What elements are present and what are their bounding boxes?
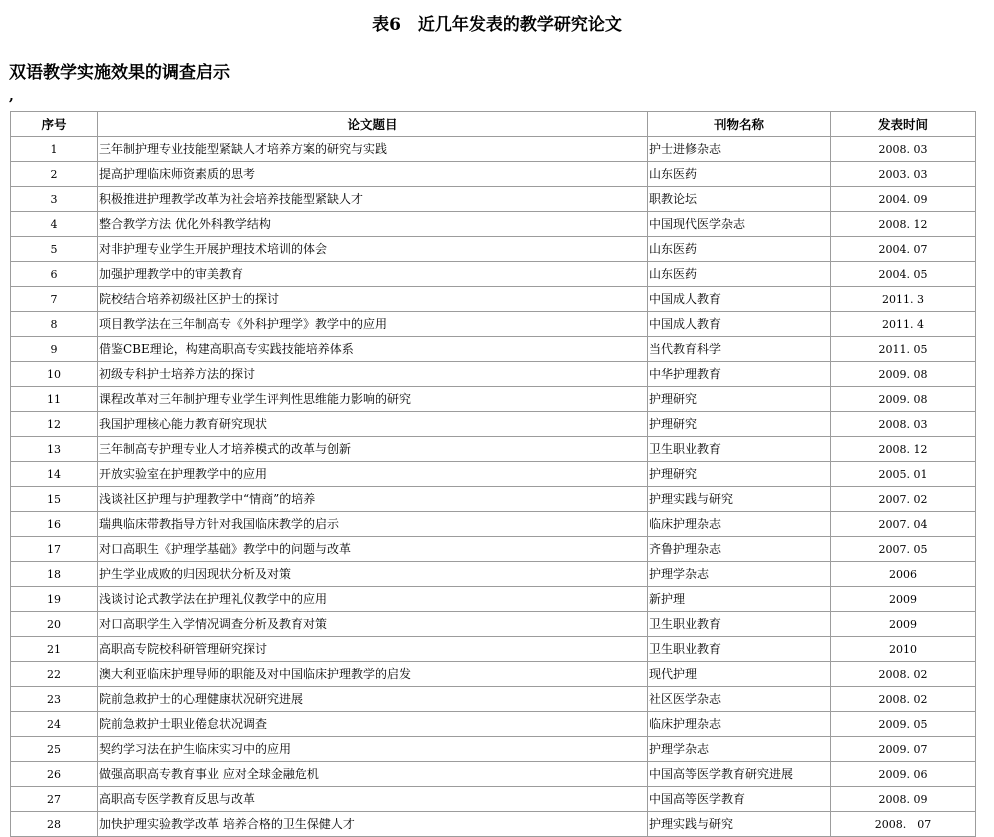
cell-journal: 新护理 <box>648 587 831 612</box>
cell-journal: 齐鲁护理杂志 <box>648 537 831 562</box>
cell-date: 2004. 09 <box>831 187 976 212</box>
cell-no: 24 <box>11 712 98 737</box>
cell-title: 做强高职高专教育事业 应对全球金融危机 <box>98 762 648 787</box>
cell-date: 2006 <box>831 562 976 587</box>
cell-title: 整合教学方法 优化外科教学结构 <box>98 212 648 237</box>
cell-no: 18 <box>11 562 98 587</box>
cell-date: 2009 <box>831 612 976 637</box>
cell-title: 院校结合培养初级社区护士的探讨 <box>98 287 648 312</box>
header-title: 论文题目 <box>98 112 648 137</box>
page-title: 表6 近几年发表的教学研究论文 <box>372 15 622 35</box>
cell-date: 2009. 05 <box>831 712 976 737</box>
cell-title: 积极推进护理教学改革为社会培养技能型紧缺人才 <box>98 187 648 212</box>
table-row <box>11 387 976 412</box>
table-row <box>11 737 976 762</box>
cell-journal: 山东医药 <box>648 162 831 187</box>
cell-no: 22 <box>11 662 98 687</box>
cell-date: 2008. 12 <box>831 212 976 237</box>
header-no: 序号 <box>11 112 98 137</box>
cell-title: 提高护理临床师资素质的思考 <box>98 162 648 187</box>
table-row <box>11 487 976 512</box>
table-row <box>11 787 976 812</box>
cell-no: 4 <box>11 212 98 237</box>
stray-mark: , <box>9 88 14 104</box>
table-row <box>11 587 976 612</box>
cell-journal: 临床护理杂志 <box>648 712 831 737</box>
cell-date: 2004. 07 <box>831 237 976 262</box>
table-row <box>11 262 976 287</box>
table-row <box>11 337 976 362</box>
table-row <box>11 612 976 637</box>
cell-no: 15 <box>11 487 98 512</box>
cell-no: 17 <box>11 537 98 562</box>
table-row <box>11 412 976 437</box>
table-row <box>11 212 976 237</box>
cell-journal: 现代护理 <box>648 662 831 687</box>
cell-no: 19 <box>11 587 98 612</box>
cell-journal: 山东医药 <box>648 262 831 287</box>
cell-date: 2009. 07 <box>831 737 976 762</box>
table-row <box>11 712 976 737</box>
cell-title: 院前急救护士职业倦怠状况调查 <box>98 712 648 737</box>
cell-no: 10 <box>11 362 98 387</box>
cell-title: 院前急救护士的心理健康状况研究进展 <box>98 687 648 712</box>
table-row <box>11 237 976 262</box>
cell-date: 2007. 05 <box>831 537 976 562</box>
cell-date: 2009. 08 <box>831 362 976 387</box>
cell-journal: 中国高等医学教育 <box>648 787 831 812</box>
cell-journal: 职教论坛 <box>648 187 831 212</box>
cell-no: 1 <box>11 137 98 162</box>
cell-journal: 护理研究 <box>648 412 831 437</box>
cell-date: 2011. 3 <box>831 287 976 312</box>
cell-no: 12 <box>11 412 98 437</box>
table-body <box>11 137 976 837</box>
table-row <box>11 812 976 837</box>
cell-date: 2008. 09 <box>831 787 976 812</box>
cell-date: 2003. 03 <box>831 162 976 187</box>
cell-journal: 卫生职业教育 <box>648 437 831 462</box>
cell-no: 23 <box>11 687 98 712</box>
table-row <box>11 462 976 487</box>
papers-table <box>10 111 976 837</box>
cell-journal: 中国成人教育 <box>648 312 831 337</box>
cell-title: 加快护理实验教学改革 培养合格的卫生保健人才 <box>98 812 648 837</box>
cell-title: 对非护理专业学生开展护理技术培训的体会 <box>98 237 648 262</box>
cell-no: 25 <box>11 737 98 762</box>
cell-no: 5 <box>11 237 98 262</box>
table-row <box>11 137 976 162</box>
cell-journal: 护理实践与研究 <box>648 812 831 837</box>
table-row <box>11 562 976 587</box>
cell-title: 澳大利亚临床护理导师的职能及对中国临床护理教学的启发 <box>98 662 648 687</box>
cell-title: 浅谈社区护理与护理教学中“情商”的培养 <box>98 487 648 512</box>
table-row <box>11 662 976 687</box>
cell-title: 开放实验室在护理教学中的应用 <box>98 462 648 487</box>
cell-date: 2009. 08 <box>831 387 976 412</box>
cell-title: 瑞典临床带教指导方针对我国临床教学的启示 <box>98 512 648 537</box>
cell-title: 三年制高专护理专业人才培养模式的改革与创新 <box>98 437 648 462</box>
cell-date: 2011. 05 <box>831 337 976 362</box>
cell-no: 14 <box>11 462 98 487</box>
cell-journal: 护理研究 <box>648 387 831 412</box>
cell-title: 高职高专院校科研管理研究探讨 <box>98 637 648 662</box>
cell-title: 对口高职学生入学情况调查分析及教育对策 <box>98 612 648 637</box>
cell-title: 三年制护理专业技能型紧缺人才培养方案的研究与实践 <box>98 137 648 162</box>
cell-no: 28 <box>11 812 98 837</box>
cell-journal: 护理学杂志 <box>648 562 831 587</box>
cell-date: 2008. 03 <box>831 137 976 162</box>
table-row <box>11 762 976 787</box>
cell-no: 26 <box>11 762 98 787</box>
cell-date: 2005. 01 <box>831 462 976 487</box>
cell-journal: 当代教育科学 <box>648 337 831 362</box>
cell-no: 3 <box>11 187 98 212</box>
cell-title: 加强护理教学中的审美教育 <box>98 262 648 287</box>
cell-date: 2008. 03 <box>831 412 976 437</box>
cell-date: 2007. 04 <box>831 512 976 537</box>
cell-no: 9 <box>11 337 98 362</box>
cell-date: 2004. 05 <box>831 262 976 287</box>
cell-journal: 护理学杂志 <box>648 737 831 762</box>
section-heading: 双语教学实施效果的调查启示 <box>9 63 230 83</box>
cell-journal: 社区医学杂志 <box>648 687 831 712</box>
table-row <box>11 162 976 187</box>
header-journal: 刊物名称 <box>648 112 831 137</box>
cell-date: 2007. 02 <box>831 487 976 512</box>
cell-no: 13 <box>11 437 98 462</box>
cell-journal: 山东医药 <box>648 237 831 262</box>
table-row <box>11 437 976 462</box>
cell-date: 2010 <box>831 637 976 662</box>
cell-title: 我国护理核心能力教育研究现状 <box>98 412 648 437</box>
table-row <box>11 637 976 662</box>
cell-journal: 中国高等医学教育研究进展 <box>648 762 831 787</box>
table-row <box>11 287 976 312</box>
cell-title: 借鉴CBE理论，构建高职高专实践技能培养体系 <box>98 337 648 362</box>
cell-journal: 中国现代医学杂志 <box>648 212 831 237</box>
cell-no: 8 <box>11 312 98 337</box>
cell-date: 2008. 02 <box>831 662 976 687</box>
cell-title: 初级专科护士培养方法的探讨 <box>98 362 648 387</box>
cell-title: 高职高专医学教育反思与改革 <box>98 787 648 812</box>
cell-title: 护生学业成败的归因现状分析及对策 <box>98 562 648 587</box>
cell-journal: 中华护理教育 <box>648 362 831 387</box>
cell-title: 对口高职生《护理学基础》教学中的问题与改革 <box>98 537 648 562</box>
cell-journal: 护理实践与研究 <box>648 487 831 512</box>
cell-date: 2011. 4 <box>831 312 976 337</box>
cell-no: 27 <box>11 787 98 812</box>
cell-title: 项目教学法在三年制高专《外科护理学》教学中的应用 <box>98 312 648 337</box>
cell-date: 2008. 02 <box>831 687 976 712</box>
table-row <box>11 537 976 562</box>
cell-no: 21 <box>11 637 98 662</box>
cell-no: 2 <box>11 162 98 187</box>
cell-journal: 卫生职业教育 <box>648 612 831 637</box>
cell-date: 2008. 07 <box>831 812 976 837</box>
table-row <box>11 187 976 212</box>
cell-journal: 护理研究 <box>648 462 831 487</box>
cell-title: 浅谈讨论式教学法在护理礼仪教学中的应用 <box>98 587 648 612</box>
table-row <box>11 312 976 337</box>
cell-no: 16 <box>11 512 98 537</box>
cell-date: 2008. 12 <box>831 437 976 462</box>
table-row <box>11 687 976 712</box>
cell-date: 2009 <box>831 587 976 612</box>
cell-journal: 中国成人教育 <box>648 287 831 312</box>
table-row <box>11 512 976 537</box>
cell-journal: 卫生职业教育 <box>648 637 831 662</box>
table-row <box>11 362 976 387</box>
header-date: 发表时间 <box>831 112 976 137</box>
cell-date: 2009. 06 <box>831 762 976 787</box>
cell-no: 6 <box>11 262 98 287</box>
cell-no: 7 <box>11 287 98 312</box>
cell-journal: 护士进修杂志 <box>648 137 831 162</box>
cell-no: 20 <box>11 612 98 637</box>
cell-title: 契约学习法在护生临床实习中的应用 <box>98 737 648 762</box>
table-header-row <box>11 112 976 137</box>
cell-no: 11 <box>11 387 98 412</box>
cell-journal: 临床护理杂志 <box>648 512 831 537</box>
cell-title: 课程改革对三年制护理专业学生评判性思维能力影响的研究 <box>98 387 648 412</box>
